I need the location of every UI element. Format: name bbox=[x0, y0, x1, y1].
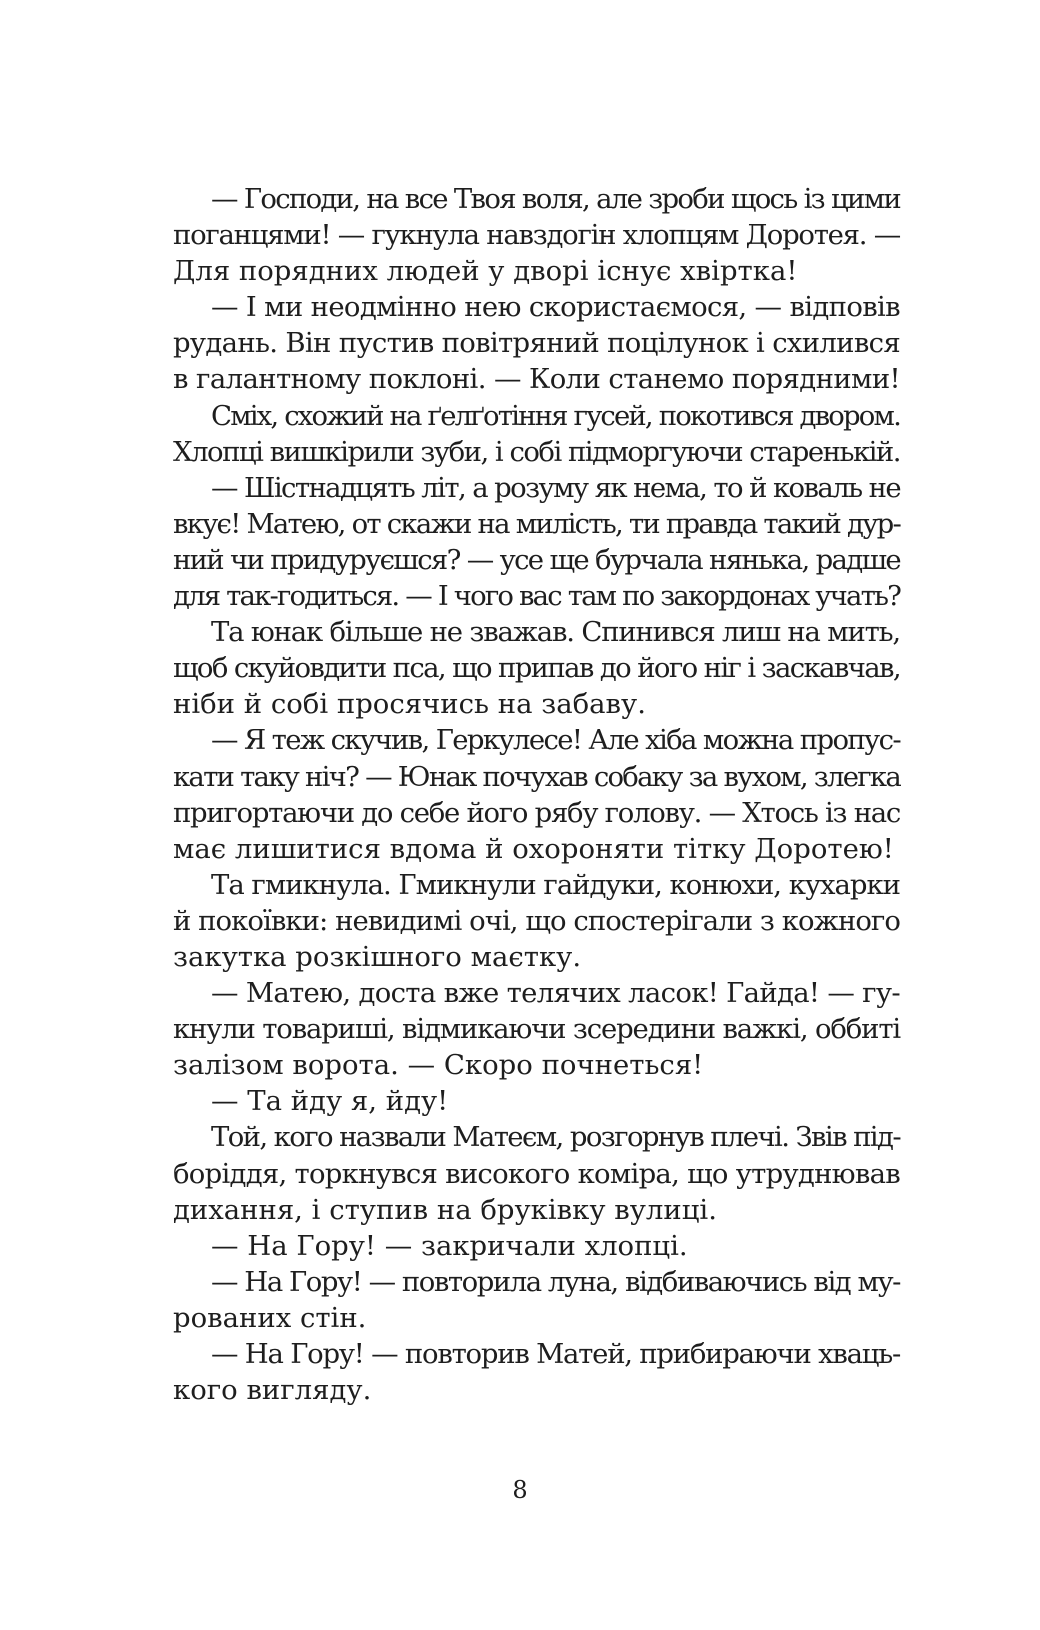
text-line: й покоївки: невидимі очі, що спостерігали з кожного bbox=[173, 904, 900, 937]
text-line: Та гмикнула. Гмикнули гайдуки, конюхи, кухарки bbox=[211, 868, 900, 901]
body-text bbox=[173, 181, 900, 1408]
text-line: — На Гору! — закричали хлопці. bbox=[211, 1229, 688, 1262]
text-line: залізом ворота. — Скоро почнеться! bbox=[173, 1049, 704, 1082]
text-line: пригортаючи до себе його рябу голову. — Хтось із нас bbox=[173, 796, 900, 829]
text-line: поганцями! — гукнула навздогін хлопцям Доротея. — bbox=[173, 219, 900, 252]
text-line: Для порядних людей у дворі існує хвіртка! bbox=[173, 255, 798, 288]
text-line: рудань. Він пустив повітряний поцілунок і схилився bbox=[173, 327, 900, 360]
text-line: — Матею, доста вже телячих ласок! Гайда! — гу- bbox=[211, 977, 900, 1010]
text-line: — Та йду я, йду! bbox=[211, 1085, 449, 1118]
text-line: рованих стін. bbox=[173, 1301, 367, 1334]
text-line: кати таку ніч? — Юнак почухав собаку за вухом, злегка bbox=[173, 760, 900, 793]
text-line: кнули товариші, відмикаючи зсередини важкі, оббиті bbox=[173, 1013, 900, 1046]
text-line: вкує! Матею, от скажи на милість, ти правда такий дур- bbox=[173, 507, 900, 540]
text-line: Сміх, схожий на ґелґотіння гусей, покотився двором. bbox=[211, 399, 900, 432]
text-line: — На Гору! — повторила луна, відбиваючись від му- bbox=[211, 1265, 900, 1298]
text-line: боріддя, торкнувся високого коміра, що утруднював bbox=[173, 1157, 900, 1190]
text-line: — Шістнадцять літ, а розуму як нема, то й коваль не bbox=[211, 471, 900, 504]
page-number: 8 bbox=[512, 1476, 528, 1504]
text-line: кого вигляду. bbox=[173, 1374, 372, 1407]
text-line: дихання, і ступив на бруківку вулиці. bbox=[173, 1193, 717, 1226]
text-line: — І ми неодмінно нею скористаємося, — відповів bbox=[211, 291, 900, 324]
text-line: щоб скуйовдити пса, що припав до його ніг і заскавчав, bbox=[173, 652, 900, 685]
text-line: в галантному поклоні. — Коли станемо порядними! bbox=[173, 363, 900, 396]
text-line: Хлопці вишкірили зуби, і собі підморгуючи старенькій. bbox=[173, 435, 900, 468]
text-line: — Господи, на все Твоя воля, але зроби щось із цими bbox=[211, 183, 900, 215]
text-line: для так-годиться. — І чого вас там по закордонах учать? bbox=[173, 580, 900, 613]
text-line: Та юнак більше не зважав. Спинився лиш на мить, bbox=[211, 616, 900, 649]
text-line: ніби й собі просячись на забаву. bbox=[173, 688, 646, 721]
text-line: Той, кого назвали Матеєм, розгорнув плечі. Звів під- bbox=[211, 1121, 900, 1154]
text-line: ний чи придуруєшся? — усе ще бурчала нянька, радше bbox=[173, 543, 900, 576]
text-line: має лишитися вдома й охороняти тітку Доротею! bbox=[173, 832, 894, 865]
text-line: — На Гору! — повторив Матей, прибираючи хваць- bbox=[211, 1338, 900, 1370]
text-line: закутка розкішного маєтку. bbox=[173, 940, 582, 973]
text-line: — Я теж скучив, Геркулесе! Але хіба можна пропус- bbox=[211, 724, 900, 757]
